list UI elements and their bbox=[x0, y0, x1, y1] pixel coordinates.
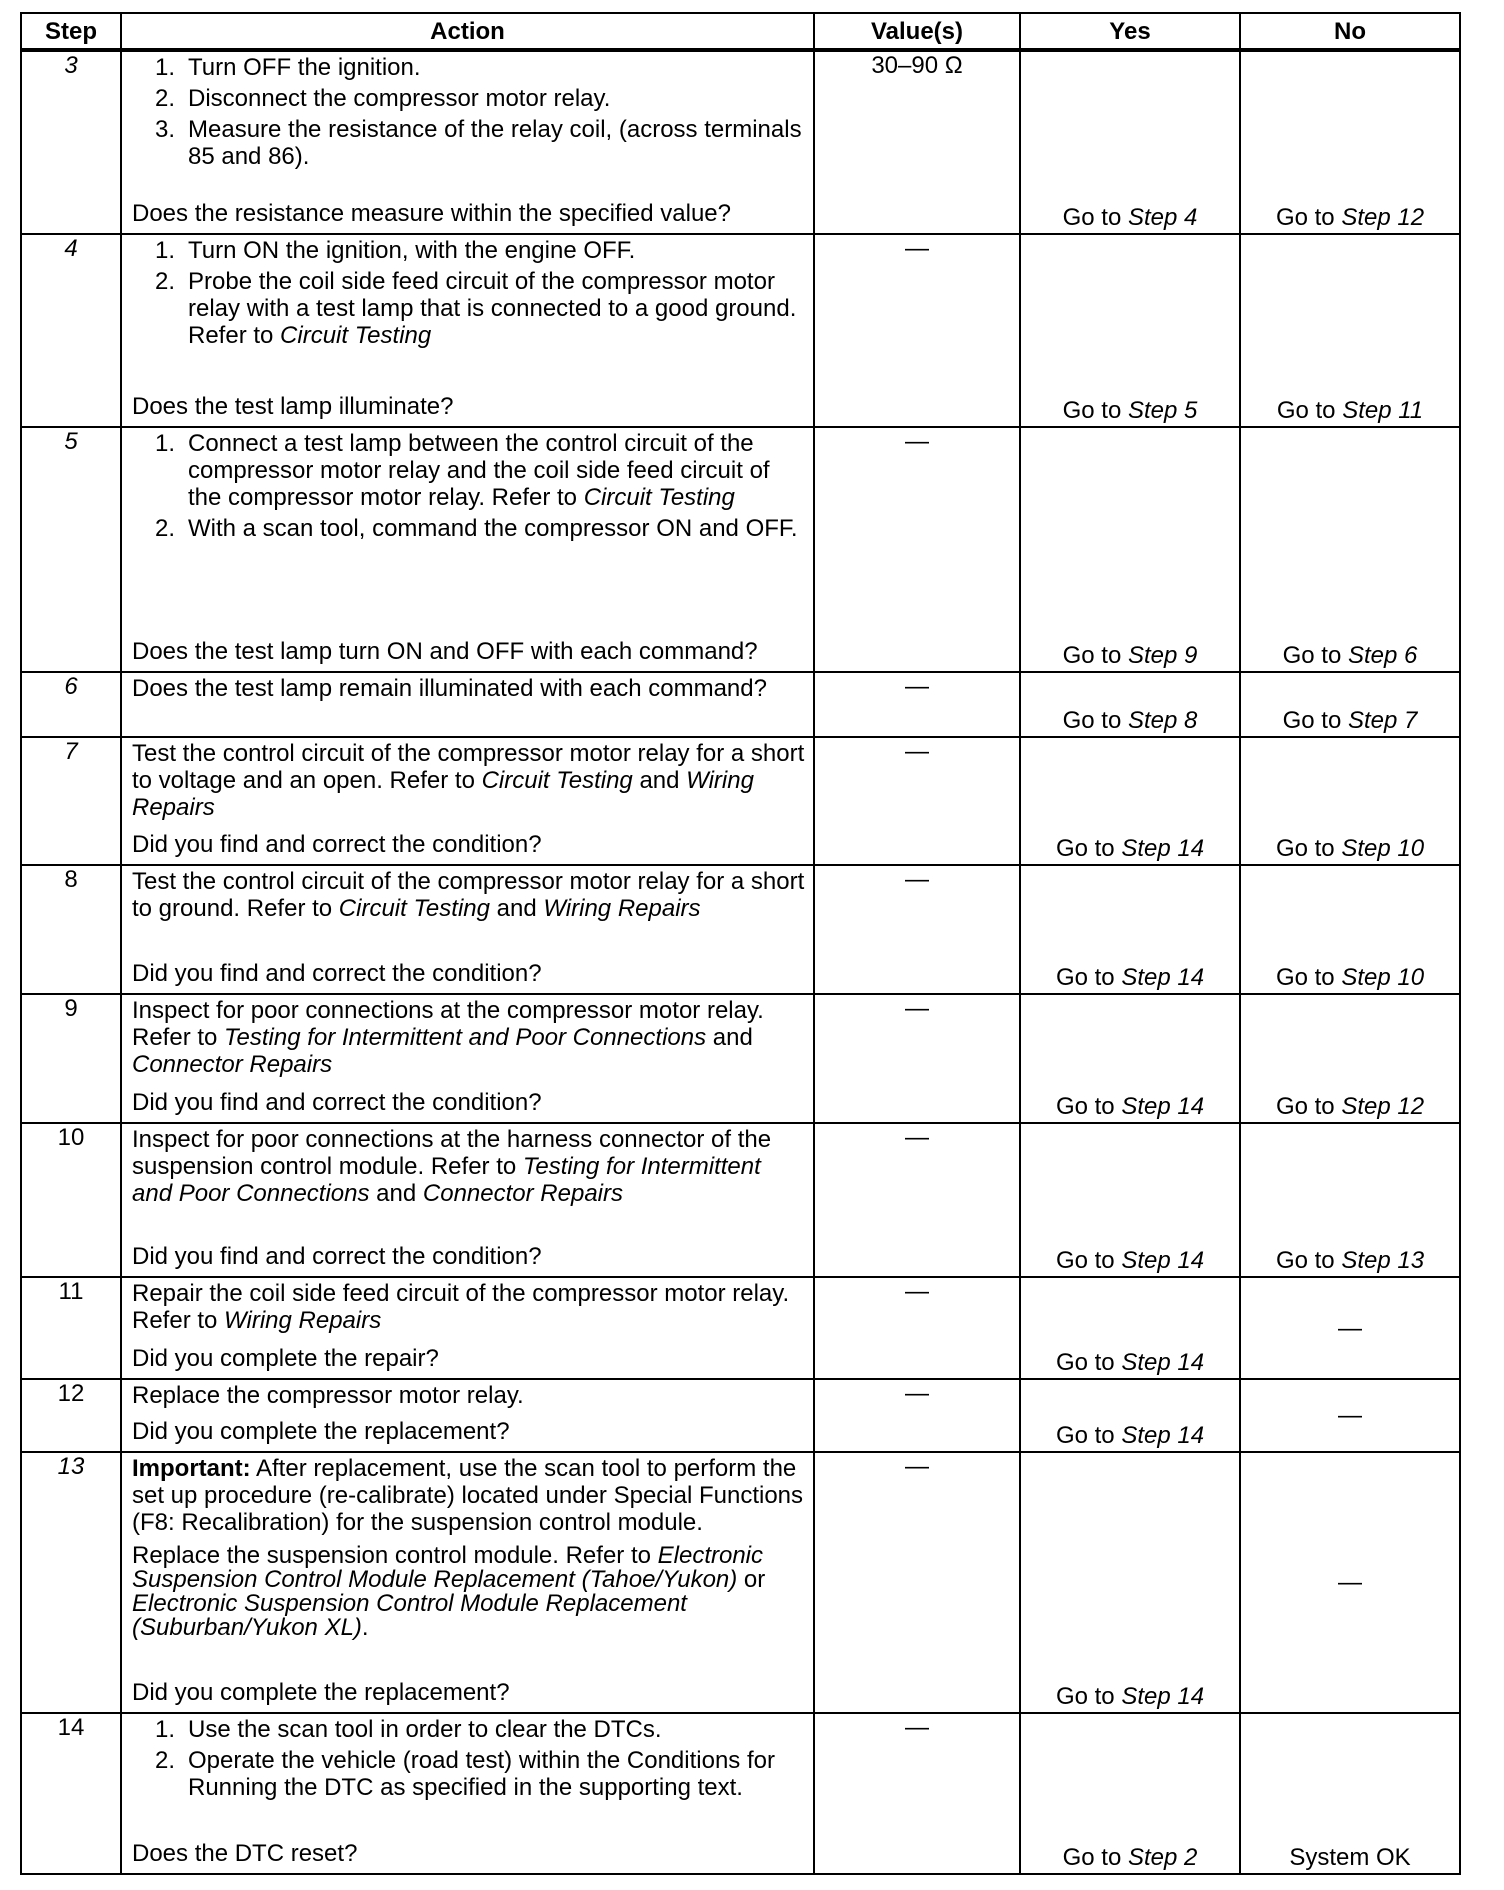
header-step: Step bbox=[21, 13, 121, 50]
yes-cell bbox=[1020, 994, 1240, 1123]
action-text: Inspect for poor connections at the compressor motor relay. Refer to Testing for Intermittent and Poor Connections and Connector Repairs bbox=[132, 997, 764, 1078]
step-number: 10 bbox=[21, 1123, 121, 1277]
no-text: System OK bbox=[1289, 1844, 1411, 1871]
table-row bbox=[21, 1123, 1460, 1277]
action-cell bbox=[121, 427, 814, 672]
action-question: Does the resistance measure within the specified value? bbox=[132, 200, 731, 227]
action-item: 2. Disconnect the compressor motor relay. bbox=[155, 85, 611, 112]
action-question: Did you complete the repair? bbox=[132, 1345, 439, 1372]
value-cell: — bbox=[814, 234, 1020, 427]
no-cell bbox=[1240, 1379, 1460, 1452]
yes-link[interactable]: Go to Step 5 bbox=[1062, 397, 1198, 424]
step-number: 13 bbox=[21, 1452, 121, 1713]
yes-cell bbox=[1020, 50, 1240, 234]
table-row bbox=[21, 1452, 1460, 1713]
reference-link[interactable]: Wiring Repairs bbox=[543, 895, 701, 922]
yes-link[interactable]: Go to Step 14 bbox=[1055, 1247, 1205, 1274]
table-row bbox=[21, 50, 1460, 234]
no-text: — bbox=[1338, 1569, 1362, 1596]
action-cell bbox=[121, 994, 814, 1123]
action-question: Does the test lamp turn ON and OFF with each command? bbox=[132, 638, 758, 665]
yes-link[interactable]: Go to Step 14 bbox=[1055, 1349, 1205, 1376]
table-row bbox=[21, 1277, 1460, 1379]
yes-cell bbox=[1020, 1713, 1240, 1874]
value-cell: — bbox=[814, 1452, 1020, 1713]
header-values: Value(s) bbox=[814, 13, 1020, 50]
value-cell: — bbox=[814, 672, 1020, 737]
yes-cell bbox=[1020, 1123, 1240, 1277]
no-cell bbox=[1240, 1277, 1460, 1379]
table-row bbox=[21, 1713, 1460, 1874]
step-number: 5 bbox=[21, 427, 121, 672]
value-cell: — bbox=[814, 1379, 1020, 1452]
action-question: Does the DTC reset? bbox=[132, 1840, 358, 1867]
value-cell: — bbox=[814, 1713, 1020, 1874]
step-number: 9 bbox=[21, 994, 121, 1123]
action-cell bbox=[121, 865, 814, 994]
reference-link[interactable]: Testing for Intermittent and Poor Connections bbox=[132, 1153, 761, 1207]
yes-cell bbox=[1020, 1277, 1240, 1379]
no-link[interactable]: Go to Step 11 bbox=[1276, 397, 1424, 424]
action-cell bbox=[121, 1452, 814, 1713]
yes-link[interactable]: Go to Step 14 bbox=[1055, 1683, 1205, 1710]
yes-link[interactable]: Go to Step 14 bbox=[1055, 1093, 1205, 1120]
yes-cell bbox=[1020, 234, 1240, 427]
header-yes: Yes bbox=[1020, 13, 1240, 50]
no-text: — bbox=[1338, 1402, 1362, 1429]
yes-link[interactable]: Go to Step 8 bbox=[1062, 707, 1198, 734]
reference-link[interactable]: Connector Repairs bbox=[132, 1051, 333, 1078]
value-cell: — bbox=[814, 994, 1020, 1123]
table-row bbox=[21, 865, 1460, 994]
yes-link[interactable]: Go to Step 2 bbox=[1062, 1844, 1198, 1871]
yes-link[interactable]: Go to Step 14 bbox=[1055, 835, 1205, 862]
reference-link[interactable]: Circuit Testing bbox=[338, 895, 490, 922]
action-cell bbox=[121, 1713, 814, 1874]
action-cell bbox=[121, 50, 814, 234]
reference-link[interactable]: Electronic Suspension Control Module Replacement (Suburban/Yukon XL) bbox=[132, 1590, 687, 1641]
table-row bbox=[21, 1379, 1460, 1452]
action-question: Did you find and correct the condition? bbox=[132, 1089, 542, 1116]
table-row bbox=[21, 737, 1460, 865]
important-note: Important: After replacement, use the scan tool to perform the set up procedure (re-calibrate) located under Special Functions (F8: Recalibration) for the suspension control module. bbox=[132, 1455, 804, 1536]
no-link[interactable]: Go to Step 10 bbox=[1275, 835, 1425, 862]
reference-link[interactable]: Circuit Testing bbox=[280, 322, 432, 349]
no-link[interactable]: Go to Step 12 bbox=[1275, 204, 1425, 231]
yes-cell bbox=[1020, 865, 1240, 994]
step-number: 12 bbox=[21, 1379, 121, 1452]
step-number: 6 bbox=[21, 672, 121, 737]
diagnostic-table bbox=[20, 12, 1461, 1875]
reference-link[interactable]: Connector Repairs bbox=[422, 1180, 623, 1207]
yes-cell bbox=[1020, 1379, 1240, 1452]
yes-cell bbox=[1020, 427, 1240, 672]
no-link[interactable]: Go to Step 13 bbox=[1275, 1247, 1425, 1274]
action-item: 1. Turn ON the ignition, with the engine OFF. bbox=[155, 237, 636, 264]
action-text: Repair the coil side feed circuit of the compressor motor relay. Refer to Wiring Repairs bbox=[132, 1280, 790, 1334]
yes-cell bbox=[1020, 1452, 1240, 1713]
value-cell: — bbox=[814, 1123, 1020, 1277]
action-cell bbox=[121, 1379, 814, 1452]
action-item: 1. Connect a test lamp between the control circuit of the compressor motor relay and the coil side feed circuit of the compressor motor relay. Refer to Circuit Testing bbox=[155, 430, 770, 511]
no-cell bbox=[1240, 1123, 1460, 1277]
step-number: 14 bbox=[21, 1713, 121, 1874]
value-cell: — bbox=[814, 865, 1020, 994]
no-text: — bbox=[1338, 1314, 1362, 1342]
table-header-row bbox=[21, 13, 1460, 50]
step-number: 7 bbox=[21, 737, 121, 865]
action-cell bbox=[121, 234, 814, 427]
no-cell bbox=[1240, 994, 1460, 1123]
header-no: No bbox=[1240, 13, 1460, 50]
action-text: Test the control circuit of the compressor motor relay for a short to voltage and an open. Refer to Circuit Testing and Wiring Repairs bbox=[132, 740, 805, 821]
reference-link[interactable]: Circuit Testing bbox=[481, 767, 633, 794]
action-item: 1. Use the scan tool in order to clear the DTCs. bbox=[155, 1716, 662, 1743]
action-cell bbox=[121, 672, 814, 737]
step-number: 8 bbox=[21, 865, 121, 994]
yes-cell bbox=[1020, 672, 1240, 737]
step-number: 4 bbox=[21, 234, 121, 427]
step-number: 11 bbox=[21, 1277, 121, 1379]
important-label: Important: bbox=[132, 1455, 251, 1482]
no-cell bbox=[1240, 737, 1460, 865]
step-number: 3 bbox=[21, 50, 121, 234]
action-text: Replace the compressor motor relay. bbox=[132, 1382, 524, 1409]
action-question: Did you complete the replacement? bbox=[132, 1418, 510, 1445]
no-cell bbox=[1240, 234, 1460, 427]
yes-link[interactable]: Go to Step 14 bbox=[1055, 964, 1205, 991]
action-item: 2. With a scan tool, command the compressor ON and OFF. bbox=[155, 515, 798, 542]
action-cell bbox=[121, 1277, 814, 1379]
table-row bbox=[21, 427, 1460, 672]
no-cell bbox=[1240, 865, 1460, 994]
reference-link[interactable]: Circuit Testing bbox=[583, 484, 735, 511]
action-question: Does the test lamp illuminate? bbox=[132, 393, 454, 420]
action-question: Did you complete the replacement? bbox=[132, 1679, 510, 1706]
value-cell: — bbox=[814, 737, 1020, 865]
action-question: Does the test lamp remain illuminated with each command? bbox=[132, 675, 767, 702]
no-cell bbox=[1240, 427, 1460, 672]
no-link[interactable]: Go to Step 10 bbox=[1275, 964, 1425, 991]
action-cell bbox=[121, 1123, 814, 1277]
table-row bbox=[21, 234, 1460, 427]
yes-cell bbox=[1020, 737, 1240, 865]
no-cell bbox=[1240, 1713, 1460, 1874]
action-cell bbox=[121, 737, 814, 865]
no-link[interactable]: Go to Step 7 bbox=[1282, 707, 1418, 734]
action-item: 3. Measure the resistance of the relay coil, (across terminals 85 and 86). bbox=[155, 116, 802, 170]
value-cell: — bbox=[814, 1277, 1020, 1379]
action-text: Inspect for poor connections at the harness connector of the suspension control module. Refer to Testing for Intermittent and Poor Connections and Connector Repairs bbox=[132, 1126, 772, 1207]
table-row bbox=[21, 994, 1460, 1123]
yes-link[interactable]: Go to Step 14 bbox=[1055, 1422, 1205, 1449]
yes-link[interactable]: Go to Step 9 bbox=[1062, 642, 1198, 669]
action-text: Replace the suspension control module. Refer to Electronic Suspension Control Module Replacement (Tahoe/Yukon) or Electronic Suspension Control Module Replacement (Suburban/Yukon XL). bbox=[132, 1542, 766, 1641]
reference-link[interactable]: Wiring Repairs bbox=[132, 767, 754, 821]
reference-link[interactable]: Testing for Intermittent and Poor Connections bbox=[224, 1024, 707, 1051]
no-link[interactable]: Go to Step 12 bbox=[1275, 1093, 1425, 1120]
action-item: 2. Operate the vehicle (road test) within the Conditions for Running the DTC as specified in the supporting text. bbox=[155, 1747, 775, 1801]
yes-link[interactable]: Go to Step 4 bbox=[1062, 204, 1198, 231]
action-question: Did you find and correct the condition? bbox=[132, 960, 542, 987]
no-cell bbox=[1240, 50, 1460, 234]
action-text: Test the control circuit of the compressor motor relay for a short to ground. Refer to Circuit Testing and Wiring Repairs bbox=[132, 868, 805, 922]
action-item: 2. Probe the coil side feed circuit of the compressor motor relay with a test lamp that is connected to a good ground. Refer to Circuit Testing bbox=[155, 268, 797, 349]
no-link[interactable]: Go to Step 6 bbox=[1282, 642, 1418, 669]
value-cell: — bbox=[814, 427, 1020, 672]
value-cell: 30–90 Ω bbox=[814, 50, 1020, 234]
no-cell bbox=[1240, 1452, 1460, 1713]
action-item: 1. Turn OFF the ignition. bbox=[155, 54, 421, 81]
reference-link[interactable]: Wiring Repairs bbox=[224, 1307, 382, 1334]
header-action: Action bbox=[121, 13, 814, 50]
table-row bbox=[21, 672, 1460, 737]
no-cell bbox=[1240, 672, 1460, 737]
action-question: Did you find and correct the condition? bbox=[132, 831, 542, 858]
reference-link[interactable]: Electronic Suspension Control Module Replacement (Tahoe/Yukon) bbox=[132, 1542, 764, 1593]
action-question: Did you find and correct the condition? bbox=[132, 1243, 542, 1270]
